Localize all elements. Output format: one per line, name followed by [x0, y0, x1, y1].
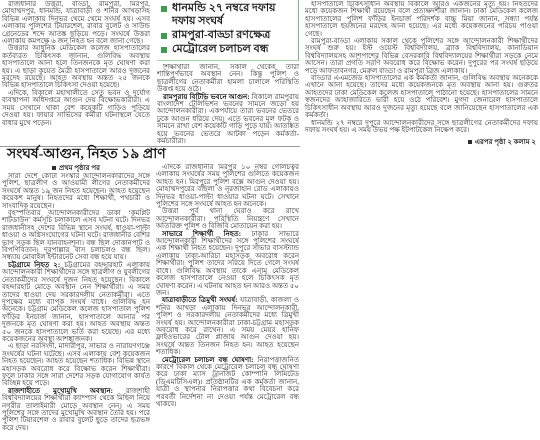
paragraph-text: রাজশাহী বিশ্ববিদ্যালয়ের শিক্ষার্থীরা ক্যাম্পাস থেকে মিছিল নিয়ে নগরীর তালাইমারী মোড়ে অবস্থান নেন। এ সময় পুলিশের সঙ্গে তাদের মুখোমুখি অবস্থান তৈরি হয়। পরে পুলিশ টিয়ারশেল ও রাবার বুলেট ছুড়ে তাদের ছত্রভঙ্গ করে দেয়।: [2, 386, 150, 432]
paragraph: [2, 90, 150, 127]
highlight-item: [161, 29, 294, 42]
paragraph: [2, 343, 150, 387]
top-middle-column: [157, 64, 299, 145]
paragraph: [305, 38, 538, 75]
bullet-icon: [161, 33, 167, 39]
bullet-icon: [161, 6, 167, 12]
paragraph-text: বিকালে রামপুরায় বাংলাদেশ টেলিভিশন ভবনের সামনে জড়ো হয় আন্দোলনকারীরা। একপর্যায়ে তারা ভবনের ভেতরে ঢুকে আগুন ধরিয়ে দেয়। এতে ভবনের মূল ফটক ও সামনে রাখা বেশ কয়েকটি গাড়ি পুড়ে যায়। আতঙ্কিত হয়ে ভবনের ভেতরে আটকা পড়েন কর্মকর্তা-কর্মচারীরা।: [157, 92, 299, 145]
paragraph-text: এদিকে, বিকালে মহাখালীতে সেতু ভবন ও দুর্যোগ ব্যবস্থাপনা অধিদপ্তরে আগুন দেয় বিক্ষোভকারীরা। এ সময় সেখানে থাকা বেশ কয়েকটি গাড়িও পুড়িয়ে দেওয়া হয়। ফায়ার সার্ভিসের কর্মীরা ঘটনাস্থলে যেতে বাধার মুখে পড়েন।: [2, 88, 150, 127]
paragraph: [156, 357, 299, 409]
paragraph: [156, 164, 299, 208]
highlight-text: ধানমন্ডি ২৭ নম্বরে দফায় দফায় সংঘর্ষ: [172, 2, 276, 27]
continued-from-text: প্রথম পৃষ্ঠার পর: [59, 164, 100, 172]
paragraph: [156, 208, 299, 230]
paragraph: [305, 1, 538, 38]
paragraph-text: এ ছাড়া নরসিংদী, মাদারীপুর, সাভার ও নারায়ণগঞ্জে সংঘর্ষের ঘটনা ঘটেছে। এসব এলাকায় বেশ কয়েকজন নিহত হয়েছেন। আহত হয়েছেন শতাধিক। বিভিন্ন স্থানে মহাসড়ক অবরোধ করে বিক্ষোভ করেন শিক্ষার্থীরা। ফলে ঢাকার সঙ্গে সারা দেশের সড়ক যোগাযোগ কার্যত বিচ্ছিন্ন হয়ে পড়ে।: [2, 342, 150, 388]
continued-from-label: [2, 164, 150, 172]
paragraph-text: চট্টগ্রামের বহদ্দারহাট এলাকায় আন্দোলনকারী শিক্ষার্থীদের সঙ্গে ছাত্রলীগ ও যুবলীগের নেতাকর্মীদের সংঘর্ষে দুজন নিহত হয়েছেন। বিকালে বহদ্দারহাট মোড়ে অবস্থান নেন শিক্ষার্থীরা। এ সময় তাদের ধাওয়া দেয় সরকারদলীয় নেতাকর্মীরা। এতে দুপক্ষের মধ্যে ব্যাপক সংঘর্ষ বাধে। গুলিবিদ্ধ হন অনেকে। চট্টগ্রাম মেডিকেল কলেজ হাসপাতাল পুলিশ ফাঁড়ির ইনচার্জ জানান, হাসপাতালে আনার পর দুজনকে মৃত ঘোষণা করা হয়। আহত অবস্থায় অন্তত ৫০ জনকে হাসপাতালে ভর্তি করা হয়েছে। এর মধ্যে কয়েকজনের অবস্থা আশঙ্কাজনক।: [2, 260, 150, 343]
article-headline: সংঘর্ষ-আগুন, নিহত ১৯ প্রাণ: [7, 147, 166, 162]
highlight-text: মেট্রোরেল চলাচল বন্ধ: [172, 43, 269, 55]
paragraph-text: বাড্ডার এএমজেড হাসপাতালের এক কর্মকর্তা জানান, গুলিবিদ্ধ অবস্থায় অনেককে এখানে আনা হয়েছে। তাদের মধ্যে কয়েকজনকে মৃত অবস্থায় আনা হয়। গুরুতর আহতদের ঢাকা মেডিকেল কলেজ হাসপাতালে পাঠানো হয়েছে। হাসপাতালের সামনে স্বজনদের আহাজারিতে ভারী হয়ে ওঠে পরিবেশ। মুগদা জেনারেল হাসপাতালে চিকিৎসাধীন অবস্থায় আরও দুজনের মৃত্যু হয়েছে বলে জানিয়েছেন হাসপাতালের এক কর্মকর্তা।: [305, 74, 538, 120]
bullet-icon: [161, 47, 167, 53]
paragraph-lead: মেট্রোরেল চলাচল বন্ধ ঘোষণা:: [162, 355, 254, 364]
paragraph-text: উত্তরার আধুনিক মেডিকেল কলেজ হাসপাতালের কর্তব্যরত চিকিৎসক জানান, গুলিবিদ্ধ অবস্থায় হাসপাতালে আনা হলে তিনজনকে মৃত ঘোষণা করা হয়। এ ছাড়া কুয়েত মৈত্রী হাসপাতালে আরও দুজনের মরদেহ রয়েছে। আহত অবস্থায় অন্তত ২৫ জনকে বিভিন্ন হাসপাতালে চিকিৎসা দেওয়া হয়েছে।: [2, 44, 150, 90]
paragraph: [156, 231, 299, 298]
top-right-column: [305, 1, 538, 137]
paragraph-text: উত্তরা পূর্ব থানা ঘেরাও করে রাখে আন্দোলনকারীরা। পরিস্থিতি নিয়ন্ত্রণে সেখানে অতিরিক্ত পুলিশ ও বিজিবি মোতায়েন করা হয়।: [156, 207, 299, 231]
paragraph-lead: রাজশাহীতে মুখোমুখি অবস্থান:: [8, 386, 113, 395]
paragraph: [157, 94, 299, 145]
paragraph-lead: যাত্রাবাড়ীতে ত্রিমুখী সংঘর্ষ:: [162, 296, 238, 305]
paragraph-lead: রামপুরায় বিটিভি ভবনে আগুন:: [163, 92, 250, 101]
paragraph-text: এদিকে রাজধানীর মিরপুর ১০ নম্বর গোলচত্বর এলাকায় সংঘর্ষের সময় পুলিশের গুলিতে কয়েকজন আহত হন। মিরপুরে পুলিশ বক্সে আগুন দেওয়া হয়। মোহাম্মদপুরের বছিলা ও নূরজাহান রোড এলাকায়ও দিনভর ধাওয়া-পাল্টা ধাওয়ার ঘটনা ঘটে। সেখানে পুলিশের সঙ্গে সংঘর্ষে আহত হন অনেকে।: [156, 164, 299, 209]
continued-on-text: এরপর পৃষ্ঠা ২ কলাম ২: [474, 138, 536, 146]
paragraph-text: ধানমন্ডি ২৭ নম্বরে দুপুরে আন্দোলনকারীদের সঙ্গে ছাত্রলীগের নেতাকর্মীদের দফায় দফায় সংঘর্ষ হয়। এ সময় উভয় পক্ষ ইটপাটকেল নিক্ষেপ করে।: [305, 118, 538, 134]
paragraph: [2, 210, 150, 262]
paragraph: [156, 297, 299, 356]
paragraph-text: রামপুরা-বাড্ডা এলাকায় সকাল থেকে পুলিশের সঙ্গে আন্দোলনকারী শিক্ষার্থীদের সংঘর্ষ শুরু হয়। ইস্ট ওয়েস্ট বিশ্ববিদ্যালয়, ব্র্যাক বিশ্ববিদ্যালয়, কানাডিয়ান বিশ্ববিদ্যালয়সহ আশপাশের বিভিন্ন বেসরকারি বিশ্ববিদ্যালয়ের শিক্ষার্থীরা সড়কে নেমে আসেন। তারা প্রগতি সরণি অবরোধ করে বিক্ষোভ করেন। দুপুরের পর সংঘর্ষ ছড়িয়ে পড়ে আফতাবনগর, মেরুল বাড্ডা ও রামপুরা ব্রিজ এলাকায়।: [305, 37, 538, 75]
paragraph-text: রাজধানীর উত্তরা, বাড্ডা, রামপুরা, মিরপুর, মোহাম্মদপুর, ধানমন্ডি, যাত্রাবাড়ী ও শনির আখড়াসহ বিভিন্ন এলাকায় দিনভর থেমে থেমে সংঘর্ষ হয়। এসব এলাকায় পুলিশের টিয়ারশেল, রাবার বুলেট ও সাউন্ড গ্রেনেডের শব্দে আতঙ্ক ছড়িয়ে পড়ে। সংঘর্ষে উত্তরা এলাকায় কমপক্ষে ৬ জন নিহত হন বলে জানা গেছে।: [2, 1, 150, 46]
paragraph-text: বৃহস্পতিবার আন্দোলনকারীদের ডাকা ‘কমপ্লিট শাটডাউন’ কর্মসূচি চলাকালে এসব ঘটনা ঘটে। দিনভর রাজধানীসহ দেশের বিভিন্ন স্থানে সংঘর্ষ, ধাওয়া-পাল্টা ধাওয়া ও অগ্নিসংযোগের ঘটনা ঘটে। রাজধানীর বেশির ভাগ সড়ক ছিল যানবাহনশূন্য। বন্ধ ছিল দোকানপাট ও বিপণিবিতান। দূরপাল্লার বাস চলাচলও বন্ধ ছিল। সন্ধ্যায় মোবাইল ইন্টারনেট সেবা বন্ধ হয়ে যায়।: [2, 209, 150, 262]
paragraph: [2, 262, 150, 343]
paragraph: [2, 45, 150, 89]
paragraph: [2, 173, 150, 210]
article-middle-column: [156, 164, 299, 438]
paragraph-text: হাসপাতালে চিকিৎসাধীন অবস্থায় বিকালে আরও একজনের মৃত্যু হয়। নিহতদের মধ্যে কয়েকজন শিক্ষার্থী রয়েছেন বলে প্রত্যক্ষদর্শীরা জানান। ঢাকা মেডিকেল কলেজ হাসপাতালের পুলিশ ফাঁড়ির ইনচার্জ পরিদর্শক বাচ্চু মিয়া জানান, সন্ধ্যা পর্যন্ত হাসপাতালে ছয়জনের মরদেহ আনা হয়েছে। এর মধ্যে কয়েকজনের পরিচয় পাওয়া গেছে।: [305, 1, 538, 38]
highlight-item: [161, 2, 294, 28]
highlight-text: রামপুরা-বাড্ডা রণক্ষেত্র: [172, 29, 271, 41]
highlights-box: [157, 0, 299, 61]
square-bullet-icon: [52, 166, 56, 170]
paragraph-text: নিরাপত্তাজনিত কারণে বিকাল থেকে মেট্রোরেল চলাচল বন্ধ ঘোষণা করে ঢাকা ম্যাস ট্রানজিট কোম্পানি লিমিটেড (ডিএমটিসিএল)। প্রতিষ্ঠানটির এক কর্মকর্তা জানান, যাত্রী ও স্থাপনার নিরাপত্তার কথা বিবেচনা করে পরবর্তী নির্দেশনা না দেওয়া পর্যন্ত মেট্রোরেল বন্ধ থাকবে।: [156, 355, 299, 408]
paragraph-text: যাত্রাবাড়ী, কাজলা ও শনির আখড়া এলাকায় দিনভর আন্দোলনকারী, পুলিশ ও সরকারদলীয় নেতাকর্মীদের মধ্যে ত্রিমুখী সংঘর্ষ হয়। আন্দোলনকারীরা ঢাকা-চট্টগ্রাম মহাসড়ক অবরোধ করে রাখেন। এ সময় মেয়র হানিফ ফ্লাইওভারের টোল প্লাজায় আগুন দেওয়া হয়। সংঘর্ষে অন্তত তিনজন নিহত হন। আহত হয়েছেন শতাধিক।: [156, 296, 299, 357]
article-left-column: [2, 173, 150, 438]
highlight-item: [161, 43, 294, 56]
top-left-column: [2, 1, 150, 145]
continued-on-label: [468, 138, 536, 146]
paragraph: [2, 1, 150, 45]
paragraph-lead: সাভারে শিক্ষার্থী নিহত:: [162, 229, 242, 238]
paragraph-lead: চট্টগ্রামে নিহত ২:: [8, 260, 61, 269]
paragraph-text: শিক্ষার্থীরা জানান, সকাল থেকেই তারা শান্তিপূর্ণভাবে অবস্থান নেন। কিন্তু পুলিশ ও ছাত্রলীগের নেতাকর্মীরা হামলা চালালে পরিস্থিতি উত্তপ্ত হয়ে ওঠে।: [157, 64, 299, 94]
paragraph-text: সারা দেশে কোটা সংস্কার আন্দোলনকারীদের সঙ্গে পুলিশ, ছাত্রলীগ ও আওয়ামী লীগের নেতাকর্মীদের সংঘর্ষে অন্তত ১৯ জন নিহত হয়েছেন। আহত হয়েছেন কয়েকশ মানুষ। নিহতদের মধ্যে শিক্ষার্থী, পথচারী ও সাংবাদিক রয়েছেন।: [2, 173, 150, 210]
paragraph: [305, 120, 538, 135]
square-bullet-icon: [468, 140, 472, 144]
paragraph: [2, 388, 150, 432]
paragraph: [305, 75, 538, 119]
paragraph-text: ঢাকার সাভারে আন্দোলনকারী শিক্ষার্থীদের সঙ্গে পুলিশের সংঘর্ষে এক শিক্ষার্থী নিহত হয়েছেন। দুপুরে সাভার বাসস্ট্যান্ড এলাকায় ঢাকা-আরিচা মহাসড়ক অবরোধ করেন শিক্ষার্থীরা। পুলিশ তাদের সরিয়ে দিতে গেলে সংঘর্ষ বাধে। গুলিবিদ্ধ অবস্থায় তাকে এনাম মেডিকেল কলেজ হাসপাতালে নেওয়া হলে চিকিৎসক মৃত ঘোষণা করেন। এ ঘটনায় আহত হন আরও অন্তত ৫০ জন।: [156, 229, 299, 297]
paragraph: [157, 64, 299, 94]
